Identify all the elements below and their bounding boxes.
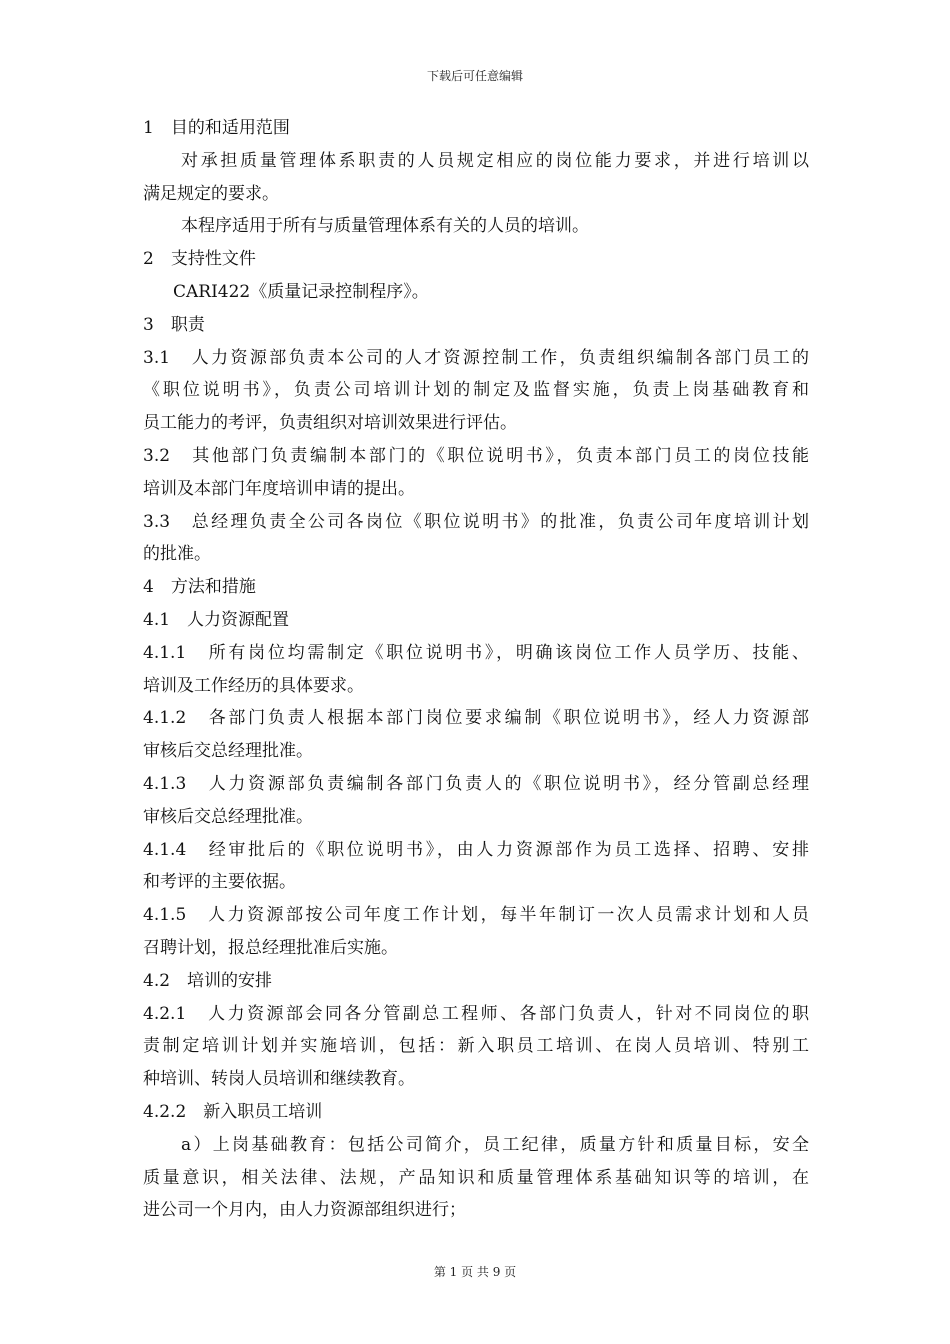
clause-line: 召聘计划，报总经理批准后实施。 <box>143 937 398 958</box>
clause-line: 责制定培训计划并实施培训，包括：新入职员工培训、在岗人员培训、特别工 <box>143 1036 809 1057</box>
paragraph-line: 对承担质量管理体系职责的人员规定相应的岗位能力要求，并进行培训以 <box>181 150 809 171</box>
paragraph-line: 本程序适用于所有与质量管理体系有关的人员的培训。 <box>181 216 589 237</box>
section-heading: 2 支持性文件 <box>143 249 256 270</box>
clause-line: 培训及本部门年度培训申请的提出。 <box>143 478 415 499</box>
document-body <box>143 112 809 1227</box>
clause-line: 4.1.3 人力资源部负责编制各部门负责人的《职位说明书》，经分管副总经理 <box>143 773 809 794</box>
clause-line: 《职位说明书》，负责公司培训计划的制定及监督实施，负责上岗基础教育和 <box>143 380 809 401</box>
page-header: 下载后可任意编辑 <box>426 69 523 83</box>
section-heading: 1 目的和适用范围 <box>143 118 290 138</box>
clause-line: 4.1.1 所有岗位均需制定《职位说明书》，明确该岗位工作人员学历、技能、 <box>143 642 809 663</box>
paragraph-line: 进公司一个月内，由人力资源部组织进行； <box>143 1200 466 1221</box>
clause-line: 的批准。 <box>143 544 211 565</box>
section-heading: 4 方法和措施 <box>143 577 256 598</box>
subsection-heading: 4.2.2 新入职员工培训 <box>143 1101 323 1122</box>
paragraph-line: 满足规定的要求。 <box>143 183 279 204</box>
clause-line: 审核后交总经理批准。 <box>143 806 313 827</box>
clause-line: 和考评的主要依据。 <box>143 872 296 893</box>
subsection-heading: 4.1 人力资源配置 <box>143 609 290 630</box>
page-footer: 第 1 页 共 9 页 <box>433 1265 517 1279</box>
section-heading: 3 职责 <box>143 314 205 335</box>
clause-line: 4.2.1 人力资源部会同各分管副总工程师、各部门负责人，针对不同岗位的职 <box>143 1003 809 1024</box>
clause-line: 3.2 其他部门负责编制本部门的《职位说明书》，负责本部门员工的岗位技能 <box>143 445 809 466</box>
clause-line: 4.1.4 经审批后的《职位说明书》，由人力资源部作为员工选择、招聘、安排 <box>143 839 809 860</box>
paragraph-line: 质量意识，相关法律、法规，产品知识和质量管理体系基础知识等的培训，在 <box>143 1167 809 1188</box>
clause-line: 3.3 总经理负责全公司各岗位《职位说明书》的批准，负责公司年度培训计划 <box>143 511 809 532</box>
clause-line: 3.1 人力资源部负责本公司的人才资源控制工作，负责组织编制各部门员工的 <box>143 347 809 368</box>
paragraph-line: a）上岗基础教育：包括公司简介，员工纪律，质量方针和质量目标，安全 <box>181 1134 809 1155</box>
clause-line: 审核后交总经理批准。 <box>143 741 313 762</box>
paragraph-line: CARI422《质量记录控制程序》。 <box>173 281 429 302</box>
clause-line: 4.1.2 各部门负责人根据本部门岗位要求编制《职位说明书》，经人力资源部 <box>143 708 809 729</box>
clause-line: 员工能力的考评，负责组织对培训效果进行评估。 <box>143 413 517 434</box>
clause-line: 种培训、转岗人员培训和继续教育。 <box>143 1069 415 1090</box>
subsection-heading: 4.2 培训的安排 <box>143 970 273 991</box>
clause-line: 培训及工作经历的具体要求。 <box>143 675 364 696</box>
clause-line: 4.1.5 人力资源部按公司年度工作计划，每半年制订一次人员需求计划和人员 <box>143 905 809 926</box>
